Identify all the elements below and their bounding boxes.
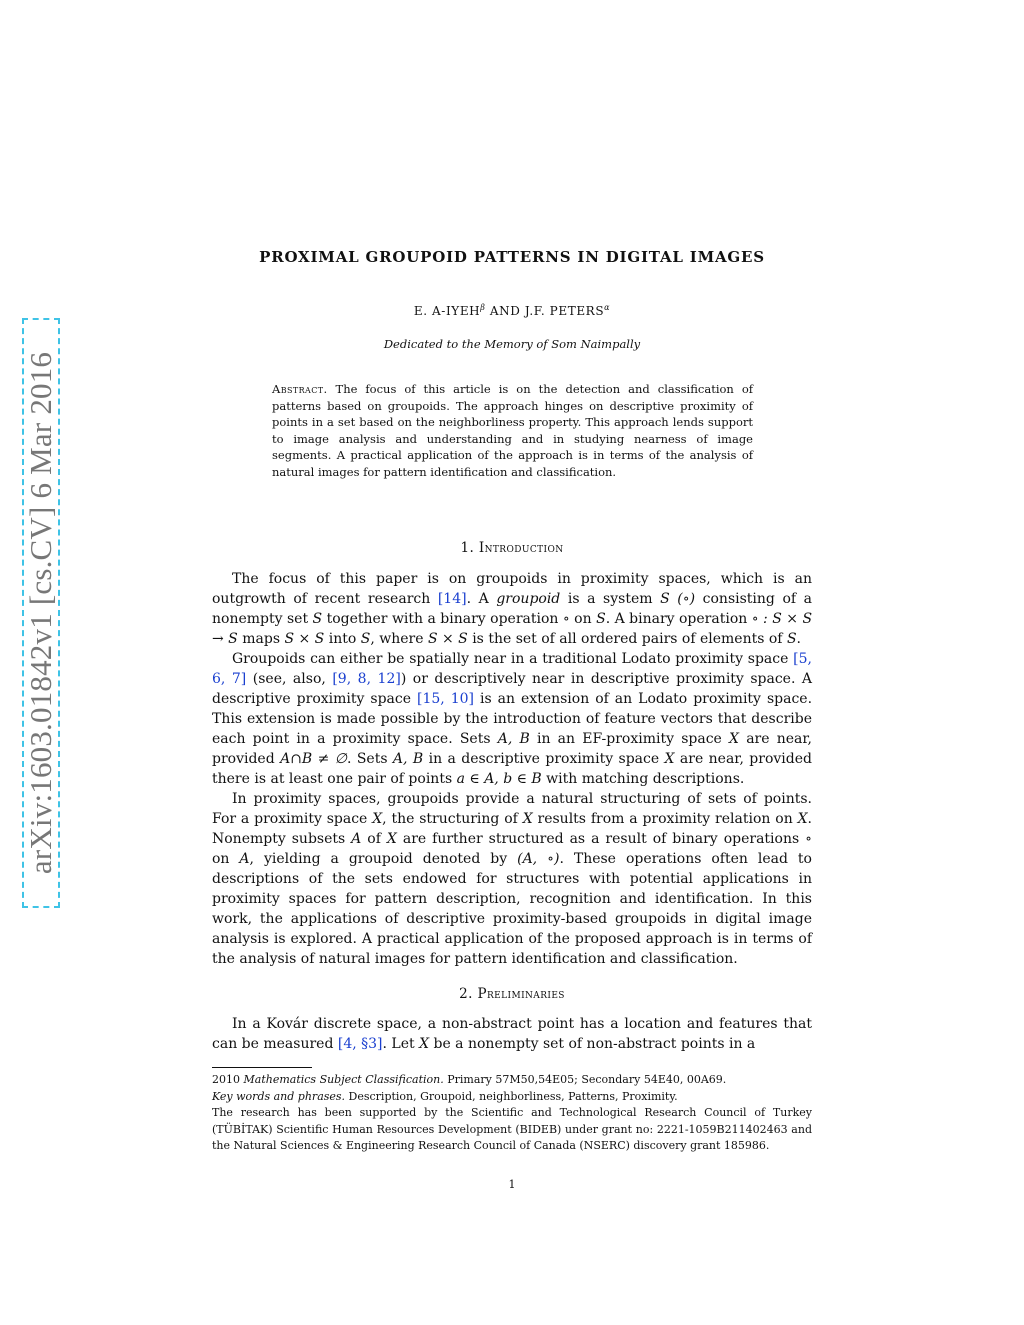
- intro-paragraph-3: In proximity spaces, groupoids provide a natural structuring of sets of points. For a proximity space X, the structuring of X results from a proximity relation on X. Nonempty subsets A of X are further structured as a result of binary operations ∘ on A, yielding a groupoid denoted by (A, ∘). These operations often lead to descriptions of the sets endowed for structures with potential applications in proximity spaces for pattern description, recognition and identification. In this work, the applications of descriptive proximity-based groupoids in digital image analysis is explored. A practical application of the proposed approach is in terms of the analysis of natural images for pattern identification and classification.: [212, 791, 812, 967]
- paper-title: PROXIMAL GROUPOID PATTERNS IN DIGITAL IMAGES: [259, 248, 765, 266]
- preliminaries-body: [212, 1014, 812, 1054]
- author-2-affil: α: [604, 303, 611, 312]
- citation-link[interactable]: [9, 8, 12]: [332, 671, 401, 687]
- footnote-msc: 2010 Mathematics Subject Classification. Primary 57M50,54E05; Secondary 54E40, 00A69.: [212, 1073, 727, 1086]
- arxiv-stamp: [22, 318, 60, 908]
- footnote-support: The research has been supported by the Scientific and Technological Research Council of Turkey (TÜBİTAK) Scientific Human Resources Development (BIDEB) under grant no: 2221-1059B211402463 and the Natural Sciences & Engineering Research Council of Canada (NSERC) discovery grant 185986.: [212, 1106, 812, 1153]
- section-heading-preliminaries: [0, 986, 1024, 1002]
- term-groupoid: groupoid: [496, 591, 561, 607]
- author-2: J.F. PETERS: [524, 304, 605, 318]
- page-number: 1: [508, 1178, 516, 1191]
- citation-link[interactable]: [5, 6, 7]: [212, 651, 812, 687]
- section-title: Preliminaries: [477, 986, 565, 1002]
- footnotes: [212, 1072, 812, 1155]
- abstract-heading: Abstract.: [272, 382, 328, 396]
- abstract-text: The focus of this article is on the detection and classification of patterns based on groupoids. The approach hinges on descriptive proximity of points in a set based on the neighborliness property. This approach lends support to image analysis and understanding and in studying nearness of image segments. A practical application of the approach is in terms of the analysis of natural images for pattern identification and classification.: [272, 382, 754, 479]
- prelim-paragraph-1: In a Kovár discrete space, a non-abstract point has a location and features that can be measured [4, §3]. Let X be a nonempty set of non-abstract points in a: [212, 1016, 812, 1052]
- introduction-body: [212, 569, 812, 969]
- citation-link[interactable]: [15, 10]: [417, 691, 475, 707]
- intro-paragraph-2: Groupoids can either be spatially near in a traditional Lodato proximity space [5, 6, 7] (see, also, [9, 8, 12]) or descriptively near in descriptive proximity space. A descriptive proximity space [15, 10] is an extension of an Lodato proximity space. This extension is made possible by the introduction of feature vectors that describe each point in a proximity space. Sets A, B in an EF-proximity space X are near, provided A∩B ≠ ∅. Sets A, B in a descriptive proximity space X are near, provided there is at least one pair of points a ∈ A, b ∈ B with matching descriptions.: [212, 651, 813, 787]
- authors: [0, 303, 1024, 318]
- arxiv-identifier: arXiv:1603.01842v1 [cs.CV] 6 Mar 2016: [23, 351, 58, 875]
- citation-link[interactable]: [14]: [437, 591, 467, 607]
- section-title: Introduction: [478, 540, 564, 556]
- dedication: Dedicated to the Memory of Som Naimpally: [383, 337, 641, 351]
- author-1-affil: β: [480, 303, 486, 312]
- abstract: [272, 381, 753, 481]
- footnote-keywords: Key words and phrases. Description, Groupoid, neighborliness, Patterns, Proximity.: [212, 1089, 678, 1103]
- author-conjunction: AND: [485, 304, 525, 318]
- citation-link[interactable]: [4, §3]: [337, 1036, 383, 1052]
- footnote-divider: [212, 1067, 312, 1068]
- intro-paragraph-1: The focus of this paper is on groupoids in proximity spaces, which is an outgrowth of recent research [14]. A groupoid is a system S (∘) consisting of a nonempty set S together with a binary operation ∘ on S. A binary operation ∘ : S × S → S maps S × S into S, where S × S is the set of all ordered pairs of elements of S.: [212, 571, 813, 647]
- section-number: 1.: [460, 540, 475, 556]
- author-1: E. A-IYEH: [413, 304, 481, 318]
- section-number: 2.: [459, 986, 473, 1002]
- section-heading-introduction: [0, 540, 1024, 556]
